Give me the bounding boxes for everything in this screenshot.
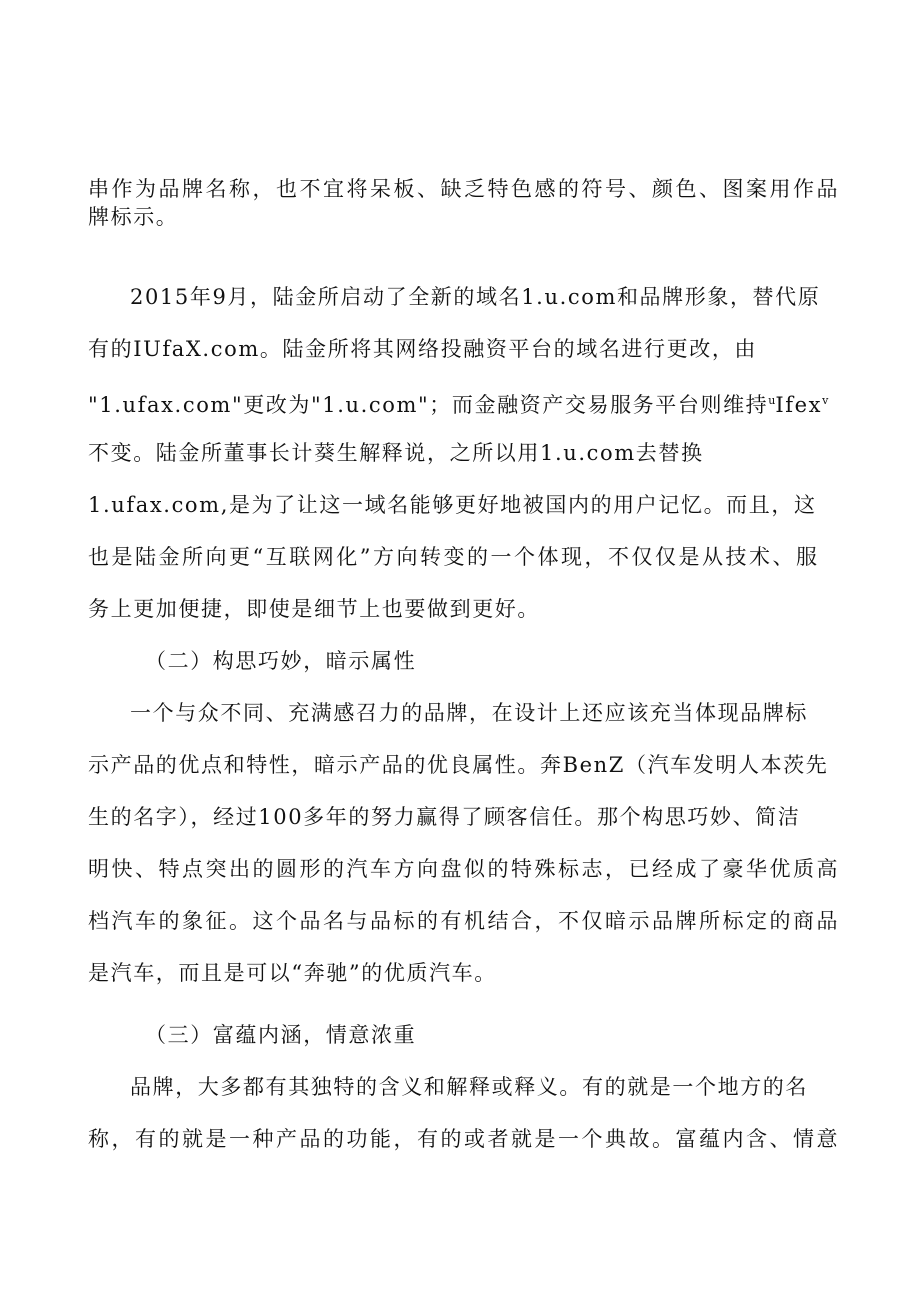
paragraph-line-text: Ifex bbox=[775, 393, 823, 417]
paragraph-line: 品牌，大多都有其独特的含义和解释或释义。有的就是一个地方的名 bbox=[130, 1075, 808, 1099]
paragraph-line: 有的IUfaX.com。陆金所将其网络投融资平台的域名进行更改，由 bbox=[88, 337, 758, 361]
paragraph-line: 生的名字），经过100多年的努力赢得了顾客信任。那个构思巧妙、简洁 bbox=[88, 805, 801, 829]
section-heading: （二）构思巧妙，暗示属性 bbox=[145, 649, 417, 673]
paragraph-line bbox=[88, 388, 828, 418]
paragraph-line: 也是陆金所向更“互联网化”方向转变的一个体现，不仅仅是从技术、服 bbox=[88, 545, 820, 569]
paragraph-line: 务上更加便捷，即使是细节上也要做到更好。 bbox=[88, 597, 540, 621]
paragraph-line: 串作为品牌名称，也不宜将呆板、缺乏特色感的符号、颜色、图案用作品 bbox=[88, 177, 840, 201]
paragraph-line: 是汽车，而且是可以“奔驰”的优质汽车。 bbox=[88, 961, 497, 985]
paragraph-line: 一个与众不同、充满感召力的品牌，在设计上还应该充当体现品牌标 bbox=[130, 701, 808, 725]
paragraph-line: 档汽车的象征。这个品名与品标的有机结合，不仅暗示品牌所标定的商品 bbox=[88, 909, 840, 933]
paragraph-line: 1.ufax.com,是为了让这一域名能够更好地被国内的用户记忆。而且，这 bbox=[88, 493, 817, 517]
paragraph-line-text: "1.ufax.com"更改为"1.u.com"；而金融资产交易服务平台则维持 bbox=[88, 393, 769, 417]
superscript-mark: u bbox=[768, 394, 776, 407]
superscript-mark: v bbox=[822, 394, 829, 407]
paragraph-line: 2015年9月，陆金所启动了全新的域名1.u.com和品牌形象，替代原 bbox=[130, 285, 821, 309]
paragraph-line: 明快、特点突出的圆形的汽车方向盘似的特殊标志，已经成了豪华优质高 bbox=[88, 857, 840, 881]
paragraph-line: 示产品的优点和特性，暗示产品的优良属性。奔BenZ（汽车发明人本茨先 bbox=[88, 753, 829, 777]
paragraph-line: 牌标示。 bbox=[88, 205, 179, 229]
paragraph-line: 称，有的就是一种产品的功能，有的或者就是一个典故。富蕴内含、情意 bbox=[88, 1127, 840, 1151]
section-heading: （三）富蕴内涵，情意浓重 bbox=[145, 1023, 417, 1047]
paragraph-line: 不变。陆金所董事长计葵生解释说，之所以用1.u.com去替换 bbox=[88, 441, 704, 465]
